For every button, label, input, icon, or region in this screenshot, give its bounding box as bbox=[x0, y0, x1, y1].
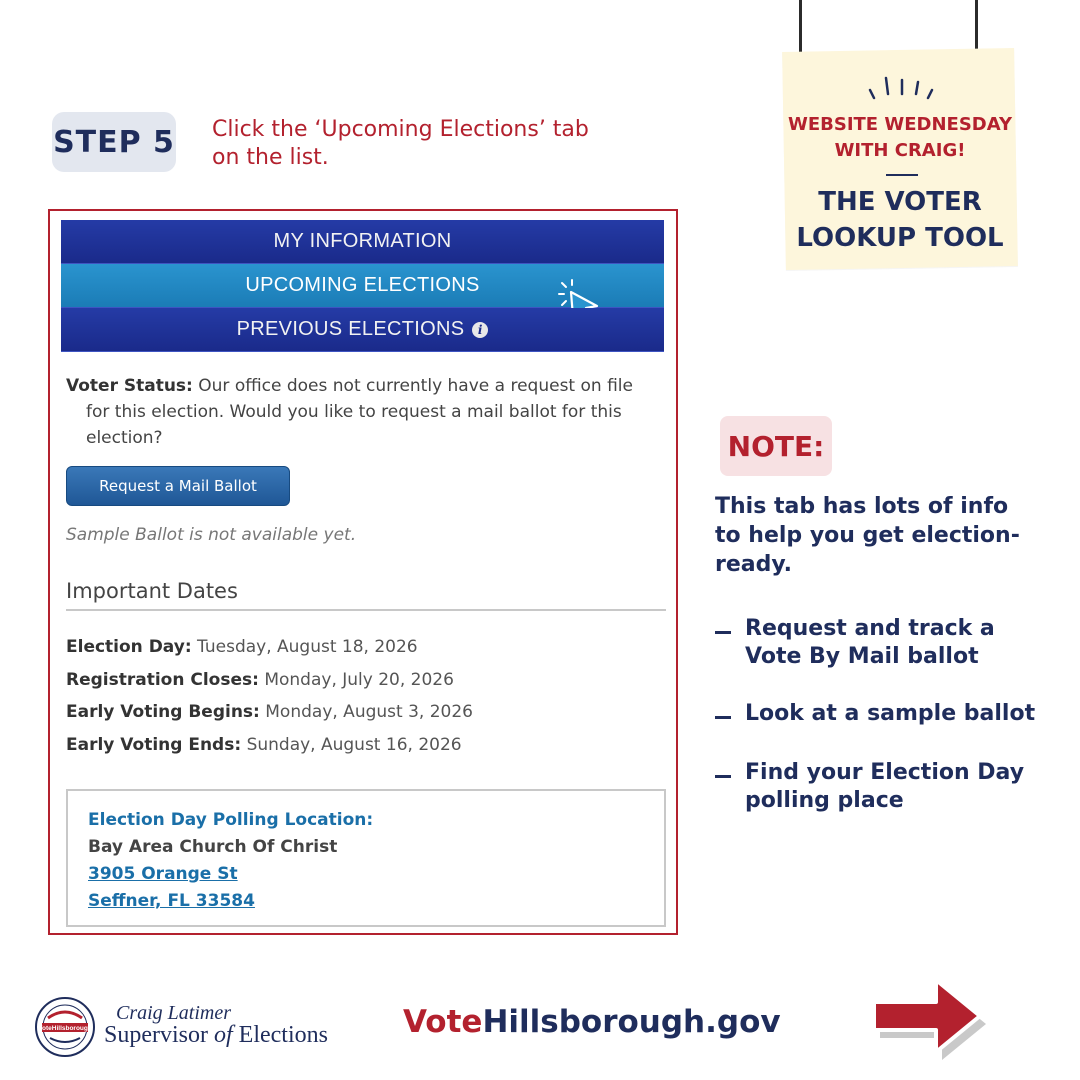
step-badge: STEP 5 bbox=[52, 112, 176, 172]
date-row-registration-closes bbox=[66, 664, 666, 697]
date-label: Registration Closes: bbox=[66, 669, 259, 690]
important-dates-list bbox=[66, 631, 666, 761]
tab-label: UPCOMING ELECTIONS bbox=[245, 274, 480, 296]
website-url[interactable] bbox=[403, 1004, 781, 1040]
polling-address-line-1[interactable]: 3905 Orange St bbox=[88, 864, 238, 884]
sign-divider bbox=[886, 174, 918, 176]
seal-logo bbox=[34, 996, 96, 1058]
sparkle-icon bbox=[866, 72, 936, 102]
dash-icon bbox=[715, 775, 731, 778]
note-bullet bbox=[715, 700, 1045, 728]
date-value: Monday, August 3, 2026 bbox=[265, 702, 473, 722]
date-label: Early Voting Ends: bbox=[66, 734, 242, 755]
note-bullet-text: Request and track a Vote By Mail ballot bbox=[745, 616, 995, 669]
note-bullet bbox=[715, 615, 1045, 671]
note-badge: NOTE: bbox=[720, 416, 832, 476]
tab-upcoming-elections[interactable] bbox=[61, 264, 664, 308]
note-bullet-text: Find your Election Day polling place bbox=[745, 760, 1025, 813]
sample-ballot-note: Sample Ballot is not available yet. bbox=[66, 525, 357, 545]
sign-title-1: THE VOTER bbox=[818, 187, 982, 217]
tab-previous-elections[interactable] bbox=[61, 308, 664, 352]
info-icon[interactable]: i bbox=[472, 322, 488, 338]
seal-text: VoteHillsborough bbox=[38, 1025, 92, 1032]
step-instruction: Click the ‘Upcoming Elections’ tab on the list. bbox=[212, 117, 589, 170]
voter-status-label: Voter Status: bbox=[66, 376, 193, 396]
sign-title-2: LOOKUP TOOL bbox=[796, 223, 1004, 253]
request-mail-ballot-button[interactable]: Request a Mail Ballot bbox=[66, 466, 290, 506]
logo-sub-2: of bbox=[214, 1022, 233, 1048]
date-value: Sunday, August 16, 2026 bbox=[246, 734, 462, 755]
important-dates-heading: Important Dates bbox=[66, 579, 666, 611]
voter-status bbox=[66, 373, 656, 451]
polling-address-line-2[interactable]: Seffner, FL 33584 bbox=[88, 891, 255, 911]
date-row-early-voting-ends bbox=[66, 729, 666, 762]
dash-icon bbox=[715, 631, 731, 634]
next-arrow-icon[interactable] bbox=[866, 976, 990, 1064]
logo-sub-1: Supervisor bbox=[104, 1022, 208, 1048]
date-value: Monday, July 20, 2026 bbox=[264, 669, 454, 690]
tab-label: PREVIOUS ELECTIONS bbox=[236, 318, 465, 340]
tab-my-information[interactable] bbox=[61, 220, 664, 264]
voter-status-text: Our office does not currently have a request on file for this election. Would you like to request a mail ballot for this election? bbox=[86, 376, 633, 448]
sign-tagline bbox=[786, 112, 1014, 164]
site-part-1: Vote bbox=[403, 1004, 483, 1040]
sign-title bbox=[786, 184, 1014, 256]
site-part-2: Hillsborough.gov bbox=[482, 1004, 781, 1040]
screenshot-frame bbox=[48, 209, 678, 935]
note-bullet-text: Look at a sample ballot bbox=[745, 701, 1036, 726]
sign-tagline-2: WITH CRAIG! bbox=[834, 140, 966, 161]
date-label: Early Voting Begins: bbox=[66, 702, 260, 722]
logo-subtitle bbox=[104, 1022, 328, 1049]
polling-location-title: Election Day Polling Location: bbox=[88, 810, 374, 830]
tab-label: MY INFORMATION bbox=[273, 230, 452, 252]
sign-tagline-1: WEBSITE WEDNESDAY bbox=[788, 114, 1012, 135]
date-value: Tuesday, August 18, 2026 bbox=[197, 637, 418, 657]
date-row-early-voting-begins bbox=[66, 696, 666, 729]
note-text: This tab has lots of info to help you get election-ready. bbox=[715, 494, 1020, 577]
logo-name: Craig Latimer bbox=[116, 1002, 232, 1024]
logo-sub-3: Elections bbox=[238, 1022, 328, 1048]
note-bullet bbox=[715, 759, 1045, 815]
supervisor-logo bbox=[30, 996, 340, 1058]
election-tabs bbox=[61, 220, 664, 352]
sign-string-left bbox=[799, 0, 802, 58]
polling-location-name: Bay Area Church Of Christ bbox=[88, 837, 338, 857]
date-label: Election Day: bbox=[66, 637, 192, 657]
dash-icon bbox=[715, 716, 731, 719]
date-row-election-day bbox=[66, 631, 666, 664]
polling-location-box bbox=[66, 789, 666, 927]
